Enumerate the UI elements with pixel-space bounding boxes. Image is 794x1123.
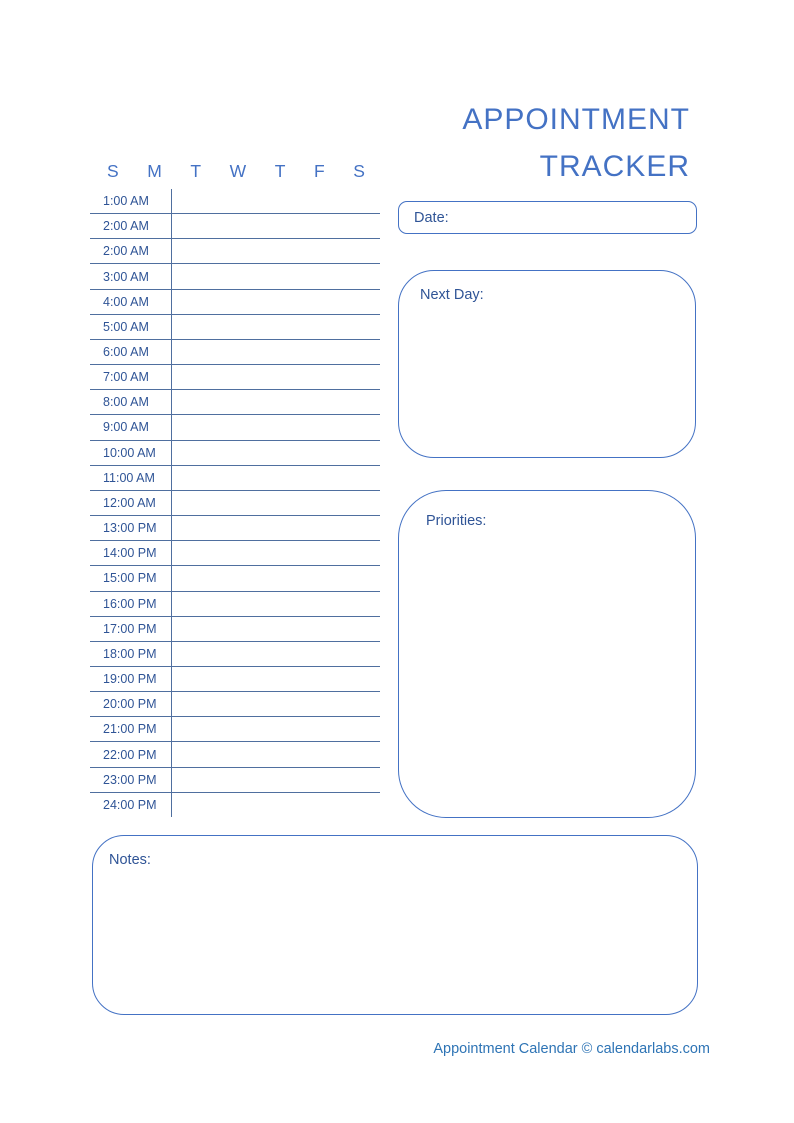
- time-row: [90, 415, 380, 440]
- time-row: [90, 541, 380, 566]
- time-label: 5:00 AM: [103, 319, 149, 334]
- time-row: [90, 290, 380, 315]
- time-row: [90, 516, 380, 541]
- time-row: [90, 315, 380, 340]
- date-field-box: [398, 201, 697, 234]
- time-label: 17:00 PM: [103, 621, 157, 636]
- day-letter: M: [147, 161, 162, 181]
- time-rows: [90, 189, 380, 817]
- time-label: 18:00 PM: [103, 646, 157, 661]
- time-row: [90, 793, 380, 817]
- time-label: 21:00 PM: [103, 722, 157, 737]
- time-label: 19:00 PM: [103, 672, 157, 687]
- footer-credit: Appointment Calendar © calendarlabs.com: [433, 1041, 710, 1057]
- time-row: [90, 667, 380, 692]
- time-label: 2:00 AM: [103, 244, 149, 259]
- time-label: 13:00 PM: [103, 521, 157, 536]
- time-row: [90, 239, 380, 264]
- time-row: [90, 214, 380, 239]
- time-row: [90, 742, 380, 767]
- time-label: 24:00 PM: [103, 797, 157, 812]
- time-label: 8:00 AM: [103, 395, 149, 410]
- time-row: [90, 264, 380, 289]
- time-row: [90, 717, 380, 742]
- day-letter: F: [314, 161, 325, 181]
- time-row: [90, 592, 380, 617]
- notes-box: [92, 835, 698, 1015]
- priorities-box: [398, 490, 696, 818]
- time-row: [90, 491, 380, 516]
- schedule-grid: [90, 189, 380, 817]
- schedule-vertical-divider: [171, 189, 172, 817]
- time-row: [90, 365, 380, 390]
- notes-label: Notes:: [109, 852, 151, 868]
- page-title-line2: TRACKER: [539, 150, 690, 183]
- day-letter: W: [229, 161, 247, 181]
- day-letter: S: [353, 161, 365, 181]
- next-day-label: Next Day:: [420, 287, 484, 303]
- time-label: 15:00 PM: [103, 571, 157, 586]
- day-letter: T: [274, 161, 286, 181]
- time-label: 20:00 PM: [103, 697, 157, 712]
- time-label: 9:00 AM: [103, 420, 149, 435]
- time-label: 1:00 AM: [103, 194, 149, 209]
- next-day-box: [398, 270, 696, 458]
- time-label: 6:00 AM: [103, 345, 149, 360]
- time-row: [90, 642, 380, 667]
- time-row: [90, 189, 380, 214]
- time-row: [90, 566, 380, 591]
- page-title-line1: APPOINTMENT: [462, 103, 690, 136]
- day-letter: S: [107, 161, 119, 181]
- time-row: [90, 692, 380, 717]
- time-label: 2:00 AM: [103, 219, 149, 234]
- time-row: [90, 390, 380, 415]
- time-row: [90, 340, 380, 365]
- date-label: Date:: [414, 209, 449, 226]
- time-label: 3:00 AM: [103, 269, 149, 284]
- day-of-week-header: [107, 161, 365, 182]
- time-row: [90, 617, 380, 642]
- time-label: 22:00 PM: [103, 747, 157, 762]
- time-label: 23:00 PM: [103, 772, 157, 787]
- time-label: 7:00 AM: [103, 370, 149, 385]
- time-label: 10:00 AM: [103, 445, 156, 460]
- time-label: 14:00 PM: [103, 546, 157, 561]
- time-label: 16:00 PM: [103, 596, 157, 611]
- time-label: 11:00 AM: [103, 470, 155, 485]
- time-label: 12:00 AM: [103, 495, 156, 510]
- time-label: 4:00 AM: [103, 294, 149, 309]
- time-row: [90, 768, 380, 793]
- time-row: [90, 441, 380, 466]
- time-row: [90, 466, 380, 491]
- priorities-label: Priorities:: [426, 513, 487, 529]
- day-letter: T: [190, 161, 202, 181]
